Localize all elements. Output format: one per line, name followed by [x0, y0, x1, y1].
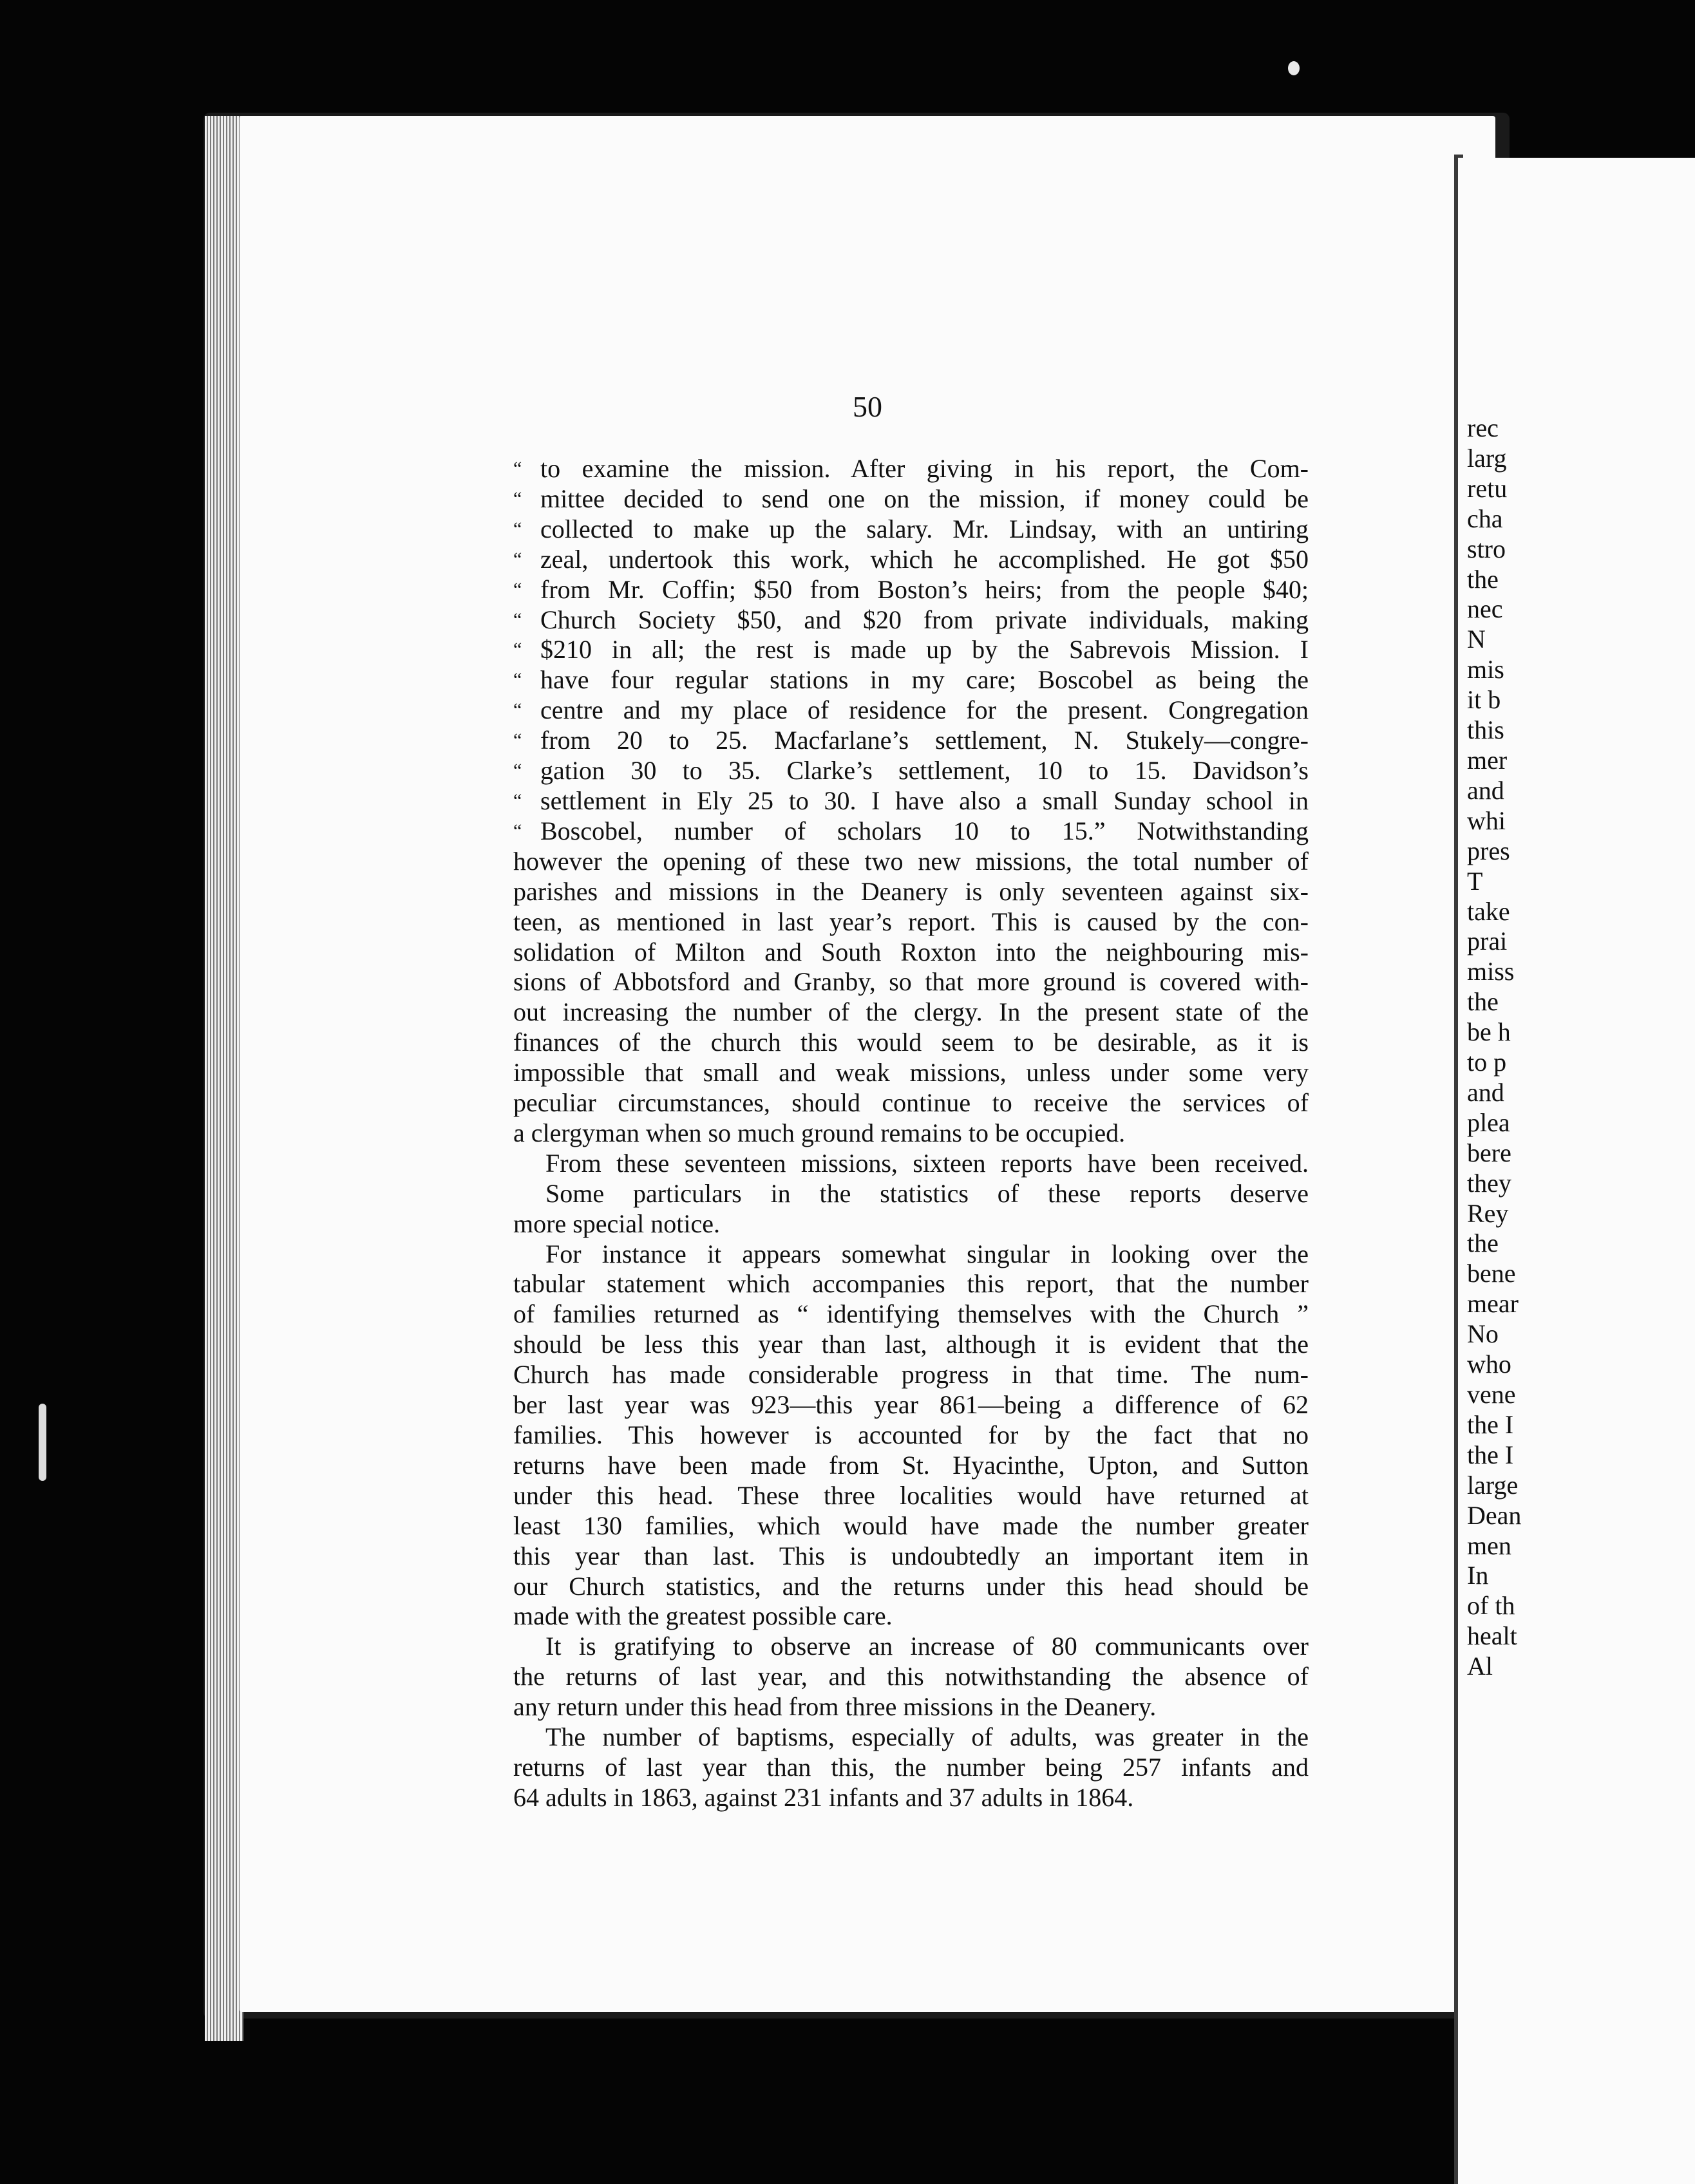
text-line — [513, 1239, 1309, 1270]
next-page-fragment: the I — [1467, 1409, 1514, 1439]
text-line — [513, 1179, 1309, 1209]
line-text: from Mr. Coffin; $50 from Boston’s heirs; from the people $40; — [540, 574, 1309, 604]
line-text: Boscobel, number of scholars 10 to 15.” Notwithstanding — [540, 816, 1309, 845]
text-line — [513, 1299, 1309, 1330]
text-line — [513, 605, 1309, 635]
text-line — [513, 1058, 1309, 1088]
next-page-fragment: and — [1467, 775, 1504, 805]
next-page-fragment: pres — [1467, 836, 1510, 865]
next-page-fragment: it b — [1467, 685, 1501, 715]
film-mark — [39, 1404, 46, 1481]
next-page-fragment: vene — [1467, 1380, 1516, 1409]
next-page-fragment: nec — [1467, 594, 1503, 624]
next-page-fragment: large — [1467, 1470, 1519, 1500]
line-text: finances of the church this would seem to be desirable, as it is — [513, 1028, 1309, 1057]
line-text: any return under this head from three missions in the Deanery. — [513, 1692, 1157, 1722]
page-number: 50 — [853, 390, 882, 423]
line-text: under this head. These three localities would have returned at — [513, 1480, 1309, 1510]
line-text: this year than last. This is undoubtedly an important item in — [513, 1541, 1309, 1570]
line-text: from 20 to 25. Macfarlane’s settlement, N. Stukely—congre- — [540, 726, 1309, 755]
line-text: however the opening of these two new missions, the total number of — [513, 846, 1309, 876]
next-page-fragment: In — [1467, 1561, 1489, 1590]
text-line — [513, 575, 1309, 605]
text-line — [513, 1269, 1309, 1299]
text-line — [513, 907, 1309, 937]
text-line — [513, 635, 1309, 665]
film-speck — [1288, 61, 1300, 75]
text-line — [513, 454, 1309, 484]
line-text: of families returned as “ identifying themselves with the Church ” — [513, 1299, 1309, 1329]
line-text: peculiar circumstances, should continue to receive the services of — [513, 1088, 1309, 1118]
text-line — [513, 1601, 1309, 1632]
next-page-fragment: the — [1467, 987, 1499, 1017]
line-text: sions of Abbotsford and Granby, so that more ground is covered with- — [513, 967, 1309, 997]
text-line — [513, 1662, 1309, 1692]
next-page-fragment: No — [1467, 1319, 1499, 1349]
next-page-fragment: bene — [1467, 1259, 1516, 1288]
next-page-fragment: miss — [1467, 957, 1515, 986]
text-line — [513, 1149, 1309, 1179]
quote-mark: “ — [513, 699, 522, 721]
quote-mark: “ — [513, 487, 522, 509]
next-page-fragment: T — [1467, 866, 1483, 896]
line-text: $210 in all; the rest is made up by the Sabrevois Mission. I — [540, 635, 1309, 664]
line-text: Some particulars in the statistics of these reports deserve — [545, 1178, 1309, 1208]
text-line — [513, 877, 1309, 907]
next-page-fragment: retu — [1467, 473, 1508, 503]
next-page-fragment: the — [1467, 564, 1499, 594]
next-page-fragment: prai — [1467, 927, 1508, 956]
text-line — [513, 1209, 1309, 1239]
text-line — [513, 1390, 1309, 1420]
text-line — [513, 1420, 1309, 1451]
line-text: mittee decided to send one on the mission, if money could be — [540, 484, 1309, 513]
next-page-fragment: the — [1467, 1228, 1499, 1258]
text-line — [513, 484, 1309, 514]
text-line — [513, 1451, 1309, 1481]
next-page-fragment: Rey — [1467, 1198, 1509, 1228]
next-page-fragment: to p — [1467, 1048, 1507, 1077]
book-page-edges — [205, 116, 243, 2041]
line-text: to examine the mission. After giving in his report, the Com- — [540, 454, 1309, 483]
line-text: our Church statistics, and the returns under this head should be — [513, 1571, 1309, 1601]
line-text: teen, as mentioned in last year’s report. This is caused by the con- — [513, 907, 1309, 936]
next-page-fragment: N — [1467, 625, 1486, 654]
next-page-fragment: whi — [1467, 805, 1506, 835]
body-text — [513, 454, 1309, 1813]
text-line — [513, 1360, 1309, 1390]
line-text: made with the greatest possible care. — [513, 1601, 893, 1631]
text-line — [513, 1541, 1309, 1572]
line-text: more special notice. — [513, 1209, 720, 1238]
quote-mark: “ — [513, 730, 522, 751]
text-line — [513, 726, 1309, 756]
line-text: Church has made considerable progress in that time. The num- — [513, 1360, 1309, 1389]
line-text: The number of baptisms, especially of adults, was greater in the — [545, 1722, 1309, 1752]
next-page-fragment: plea — [1467, 1107, 1510, 1137]
line-text: returns have been made from St. Hyacinthe, Upton, and Sutton — [513, 1450, 1309, 1480]
text-line — [513, 847, 1309, 877]
text-line — [513, 695, 1309, 726]
next-page-fragment: they — [1467, 1168, 1511, 1198]
next-page-fragment: Dean — [1467, 1500, 1522, 1530]
next-page-fragment: of th — [1467, 1591, 1515, 1621]
text-line — [513, 937, 1309, 968]
line-text: impossible that small and weak missions, unless under some very — [513, 1058, 1309, 1087]
line-text: returns of last year than this, the number being 257 infants and — [513, 1752, 1309, 1782]
text-line — [513, 1722, 1309, 1753]
text-line — [513, 1572, 1309, 1602]
quote-mark: “ — [513, 789, 522, 811]
line-text: a clergyman when so much ground remains to be occupied. — [513, 1118, 1126, 1147]
line-text: Church Society $50, and $20 from private individuals, making — [540, 605, 1309, 634]
text-line — [513, 1692, 1309, 1722]
next-page-fragment: larg — [1467, 443, 1507, 473]
next-page-fragment: men — [1467, 1530, 1511, 1560]
quote-mark: “ — [513, 548, 522, 570]
next-page-fragment: cha — [1467, 504, 1503, 533]
text-line — [513, 1088, 1309, 1118]
next-page-fragment: healt — [1467, 1621, 1517, 1651]
line-text: From these seventeen missions, sixteen reports have been received. — [545, 1148, 1309, 1178]
text-line — [513, 786, 1309, 816]
text-line — [513, 545, 1309, 575]
next-page-fragment: bere — [1467, 1138, 1511, 1167]
quote-mark: “ — [513, 458, 522, 479]
line-text: It is gratifying to observe an increase of 80 communicants over — [545, 1632, 1309, 1661]
text-line — [513, 665, 1309, 695]
text-line — [513, 1330, 1309, 1360]
next-page-fragment: mer — [1467, 745, 1508, 775]
line-text: zeal, undertook this work, which he accomplished. He got $50 — [540, 544, 1309, 574]
book-page — [240, 116, 1495, 2012]
line-text: collected to make up the salary. Mr. Lindsay, with an untiring — [540, 514, 1309, 543]
line-text: have four regular stations in my care; Boscobel as being the — [540, 665, 1309, 695]
line-text: For instance it appears somewhat singular in looking over the — [545, 1239, 1309, 1268]
line-text: gation 30 to 35. Clarke’s settlement, 10 to 15. Davidson’s — [540, 756, 1309, 786]
quote-mark: “ — [513, 608, 522, 630]
quote-mark: “ — [513, 760, 522, 782]
line-text: 64 adults in 1863, against 231 infants and 37 adults in 1864. — [513, 1782, 1134, 1812]
next-page-fragment: the I — [1467, 1440, 1514, 1469]
line-text: should be less this year than last, although it is evident that the — [513, 1330, 1309, 1359]
text-line — [513, 816, 1309, 847]
text-line — [513, 1783, 1309, 1813]
line-text: solidation of Milton and South Roxton into the neighbouring mis- — [513, 937, 1309, 966]
text-line — [513, 1118, 1309, 1149]
line-text: tabular statement which accompanies this report, that the number — [513, 1269, 1309, 1299]
next-page-fragment: take — [1467, 896, 1510, 926]
text-line — [513, 1632, 1309, 1662]
text-line — [513, 997, 1309, 1028]
line-text: the returns of last year, and this notwithstanding the absence of — [513, 1662, 1309, 1691]
text-line — [513, 1511, 1309, 1541]
line-text: centre and my place of residence for the present. Congregation — [540, 695, 1309, 725]
line-text: parishes and missions in the Deanery is only seventeen against six- — [513, 876, 1309, 906]
line-text: out increasing the number of the clergy. In the present state of the — [513, 997, 1309, 1027]
next-page-fragment: rec — [1467, 413, 1499, 442]
next-page-fragment: this — [1467, 715, 1504, 745]
text-line — [513, 1028, 1309, 1058]
next-page-text — [1467, 413, 1695, 1682]
line-text: families. This however is accounted for by the fact that no — [513, 1420, 1309, 1449]
text-line — [513, 756, 1309, 786]
quote-mark: “ — [513, 518, 522, 540]
text-line — [513, 967, 1309, 997]
line-text: least 130 families, which would have made the number greater — [513, 1511, 1309, 1540]
text-line — [513, 1753, 1309, 1783]
next-page-fragment: who — [1467, 1350, 1511, 1379]
next-page-fragment: Al — [1467, 1652, 1493, 1681]
next-page-fragment: stro — [1467, 534, 1506, 563]
next-page-fragment: and — [1467, 1077, 1504, 1107]
quote-mark: “ — [513, 820, 522, 842]
line-text: ber last year was 923—this year 861—being a difference of 62 — [513, 1390, 1309, 1420]
text-line — [513, 1481, 1309, 1511]
next-page-fragment: mear — [1467, 1289, 1519, 1319]
text-line — [513, 514, 1309, 545]
quote-mark: “ — [513, 639, 522, 661]
line-text: settlement in Ely 25 to 30. I have also a small Sunday school in — [540, 786, 1309, 815]
quote-mark: “ — [513, 578, 522, 600]
quote-mark: “ — [513, 669, 522, 691]
next-page-fragment: mis — [1467, 655, 1504, 684]
next-page-fragment: be h — [1467, 1017, 1511, 1047]
